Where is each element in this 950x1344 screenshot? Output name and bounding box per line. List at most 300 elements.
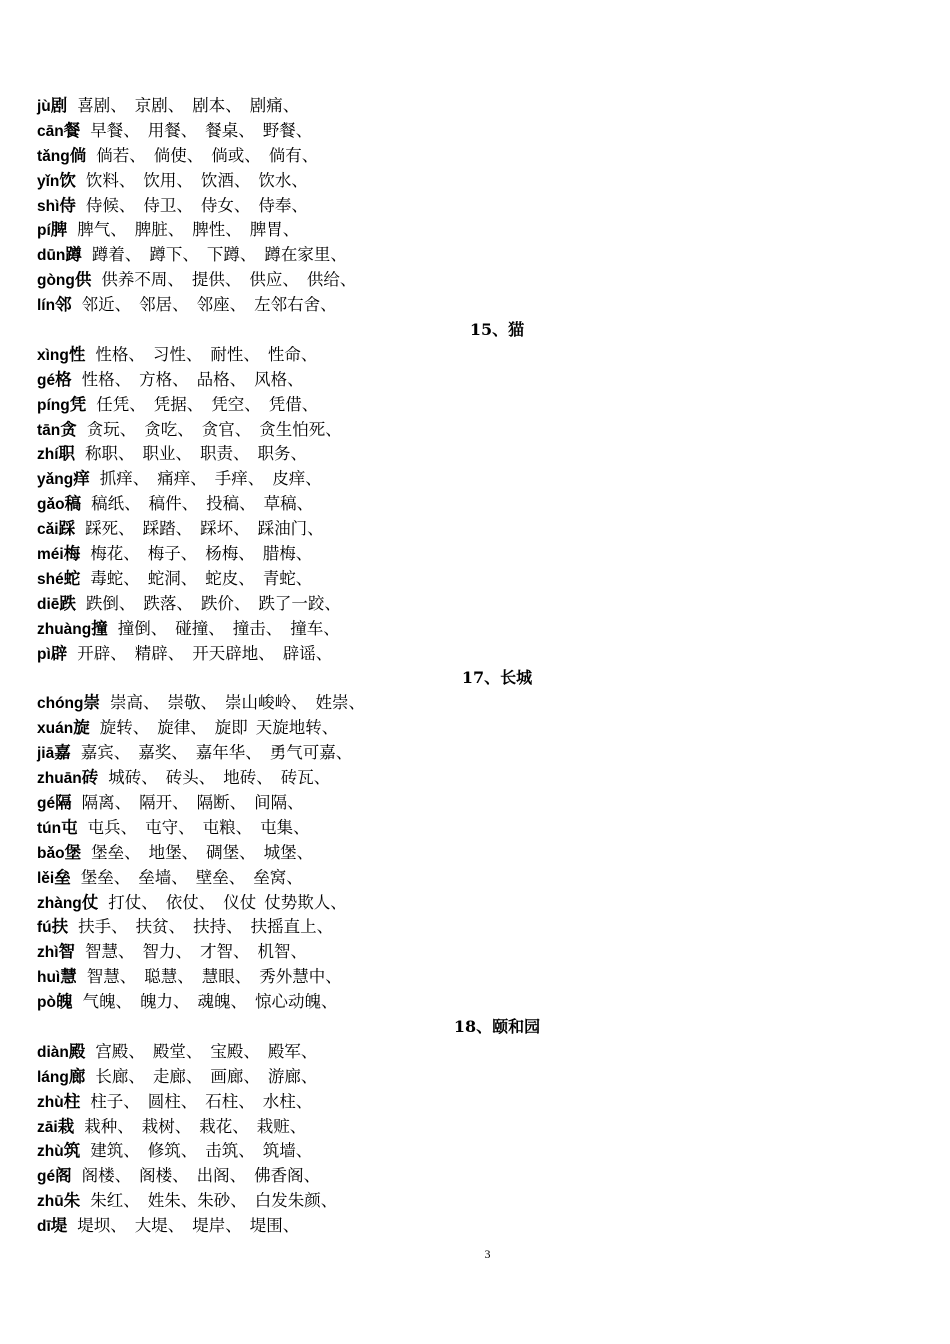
example-word: 梅花、 — [90, 544, 140, 564]
example-word: 崇敬、 — [167, 693, 217, 713]
example-word: 水柱、 — [262, 1091, 313, 1111]
character: 殿 — [68, 1041, 86, 1061]
example-word: 筑墙、 — [262, 1141, 313, 1161]
pinyin: méi — [37, 546, 64, 564]
pinyin: shì — [37, 197, 60, 215]
vocab-entry — [37, 915, 917, 940]
vocab-entry — [37, 716, 917, 741]
pinyin: bǎo — [37, 844, 65, 862]
example-word: 脾胃、 — [249, 220, 300, 240]
example-word: 崇山峻岭、 — [225, 693, 308, 713]
example-word: 间隔、 — [254, 792, 304, 812]
example-word: 栽赃、 — [256, 1116, 307, 1136]
example-word: 提供、 — [191, 270, 242, 290]
example-word: 倘或、 — [211, 145, 261, 165]
example-word: 天旋地转、 — [255, 718, 339, 738]
character: 栽 — [57, 1116, 75, 1136]
pinyin: gòng — [37, 272, 75, 290]
example-word: 屯集、 — [260, 817, 310, 837]
pinyin: cǎi — [37, 521, 59, 539]
example-word: 宝殿、 — [210, 1041, 260, 1061]
character: 辟 — [50, 643, 68, 663]
vocab-entry — [37, 1164, 917, 1189]
example-word: 饮用、 — [143, 170, 193, 190]
example-word: 撞车、 — [290, 618, 340, 638]
example-word: 撞倒、 — [117, 618, 168, 638]
vocab-entry — [37, 1214, 917, 1239]
example-word: 打仗、 — [108, 892, 158, 912]
example-word: 崇高、 — [110, 693, 160, 713]
character: 垒 — [54, 867, 71, 887]
example-word: 侍候、 — [85, 195, 136, 215]
character: 性 — [68, 344, 86, 364]
lesson-heading: 15、猫 — [469, 320, 525, 340]
example-word: 白发朱颜、 — [254, 1191, 338, 1211]
example-word: 邻居、 — [139, 295, 189, 315]
character: 格 — [55, 369, 72, 389]
example-word: 倘使、 — [153, 145, 204, 165]
example-word: 嘉奖、 — [138, 743, 188, 763]
pinyin: tǎng — [37, 147, 70, 165]
example-word: 隔断、 — [196, 792, 247, 812]
example-word: 殿军、 — [267, 1041, 318, 1061]
pinyin: diē — [37, 595, 60, 613]
example-word: 走廊、 — [152, 1066, 203, 1086]
example-word: 砖头、 — [165, 768, 216, 788]
vocab-entry — [37, 293, 917, 318]
vocab-entry — [37, 965, 917, 990]
example-word: 阁楼、 — [139, 1166, 189, 1186]
pinyin: xuán — [37, 720, 74, 738]
pinyin: zhù — [37, 1143, 64, 1161]
vocab-entry — [37, 94, 917, 119]
example-word: 侍卫、 — [143, 195, 193, 215]
vocab-entry — [37, 741, 917, 766]
example-word: 用餐、 — [147, 120, 198, 140]
example-word: 职务、 — [257, 444, 308, 464]
vocab-entry — [37, 617, 917, 642]
pinyin: zhí — [37, 446, 59, 464]
pinyin: lěi — [37, 869, 55, 887]
example-word: 蹲在家里、 — [264, 245, 347, 265]
vocab-entry — [37, 691, 917, 716]
character: 堡 — [64, 842, 82, 862]
vocab-entry — [37, 243, 917, 268]
example-word: 餐桌、 — [205, 120, 255, 140]
example-word: 智力、 — [142, 942, 193, 962]
example-word: 供给、 — [306, 270, 357, 290]
vocab-entry — [37, 343, 917, 368]
pinyin: fú — [37, 919, 52, 937]
example-word: 早餐、 — [90, 120, 140, 140]
pinyin: láng — [37, 1068, 69, 1086]
example-word: 侍奉、 — [258, 195, 308, 215]
example-word: 贪玩、 — [86, 419, 137, 439]
character: 嘉 — [54, 743, 71, 763]
example-word: 嘉宾、 — [80, 743, 131, 763]
vocab-entry — [37, 144, 917, 169]
example-word: 饮酒、 — [200, 170, 251, 190]
character: 贪 — [60, 419, 77, 439]
example-word: 京剧、 — [134, 96, 185, 115]
vocab-entry — [37, 418, 917, 443]
example-word: 秀外慧中、 — [259, 967, 342, 987]
example-word: 稿纸、 — [91, 494, 141, 514]
character: 剧 — [50, 96, 68, 115]
example-word: 草稿、 — [263, 494, 314, 514]
pinyin: xìng — [37, 346, 69, 364]
example-word: 佛香阁、 — [254, 1166, 321, 1186]
vocab-entry — [37, 393, 917, 418]
example-word: 踩油门、 — [257, 519, 324, 539]
example-word: 毒蛇、 — [90, 568, 140, 588]
example-word: 智慧、 — [85, 942, 135, 962]
vocab-entry — [37, 1115, 917, 1140]
character: 旋 — [73, 718, 90, 738]
pinyin: tún — [37, 819, 62, 837]
example-word: 碉堡、 — [206, 842, 256, 862]
example-word: 辟谣、 — [282, 643, 333, 663]
example-word: 凭空、 — [211, 394, 261, 414]
character: 踩 — [58, 519, 76, 539]
pinyin: zāi — [37, 1118, 58, 1136]
pinyin: yǐn — [37, 172, 60, 190]
example-word: 蛇皮、 — [205, 568, 255, 588]
example-word: 魂魄、 — [197, 992, 247, 1012]
example-word: 脾性、 — [192, 220, 242, 240]
vocab-entry — [37, 517, 917, 542]
example-word: 勇气可嘉、 — [269, 743, 353, 763]
example-word: 依仗、 — [165, 892, 216, 912]
example-word: 扶摇直上、 — [250, 917, 334, 937]
example-word: 姓崇、 — [315, 693, 365, 713]
example-word: 魄力、 — [139, 992, 190, 1012]
example-word: 柱子、 — [90, 1091, 140, 1111]
pinyin: shé — [37, 570, 64, 588]
vocab-entry — [37, 866, 917, 891]
character: 倘 — [69, 145, 87, 165]
example-word: 投稿、 — [206, 494, 256, 514]
example-word: 习性、 — [152, 344, 203, 364]
character: 稿 — [64, 494, 82, 514]
example-word: 邻座、 — [196, 295, 247, 315]
example-word: 痛痒、 — [157, 469, 207, 489]
example-word: 才智、 — [200, 942, 250, 962]
pinyin: pí — [37, 222, 51, 240]
example-word: 隔离、 — [81, 792, 132, 812]
example-word: 左邻右舍、 — [254, 295, 337, 315]
vocab-entry — [37, 268, 917, 293]
example-word: 惊心动魄、 — [254, 992, 338, 1012]
vocab-entry — [37, 642, 917, 667]
character: 脾 — [50, 220, 68, 240]
character: 隔 — [55, 792, 72, 812]
example-word: 脾脏、 — [134, 220, 185, 240]
example-word: 跌价、 — [200, 593, 251, 613]
example-word: 地堡、 — [148, 842, 199, 862]
example-word: 性格、 — [81, 369, 132, 389]
pinyin: jù — [37, 98, 51, 115]
character: 堤 — [50, 1216, 68, 1236]
example-word: 旋即 — [214, 718, 248, 738]
character: 供 — [74, 270, 92, 290]
example-word: 慧眼、 — [201, 967, 252, 987]
example-word: 供应、 — [249, 270, 299, 290]
vocab-entry — [37, 467, 917, 492]
example-word: 出阁、 — [196, 1166, 247, 1186]
example-word: 堤围、 — [249, 1216, 300, 1236]
example-word: 邻近、 — [81, 295, 132, 315]
vocab-entry — [37, 169, 917, 194]
pinyin: yǎng — [37, 471, 74, 489]
example-word: 朱红、 — [90, 1191, 140, 1211]
pinyin: zhù — [37, 1093, 64, 1111]
character: 职 — [58, 444, 76, 464]
example-word: 跌落、 — [143, 593, 193, 613]
pinyin: tān — [37, 421, 61, 439]
example-word: 腊梅、 — [262, 544, 313, 564]
character: 饮 — [59, 170, 76, 190]
example-word: 杨梅、 — [205, 544, 255, 564]
example-word: 修筑、 — [147, 1141, 198, 1161]
example-word: 供养不周、 — [101, 270, 184, 290]
example-word: 称职、 — [85, 444, 135, 464]
example-word: 凭借、 — [268, 394, 319, 414]
example-word: 隔开、 — [139, 792, 189, 812]
example-word: 城砖、 — [108, 768, 158, 788]
pinyin: zhàng — [37, 894, 82, 912]
vocab-entry — [37, 194, 917, 219]
pinyin: huì — [37, 969, 61, 987]
vocab-entry — [37, 940, 917, 965]
character: 扶 — [51, 917, 69, 937]
example-word: 饮水、 — [258, 170, 308, 190]
example-word: 方格、 — [139, 369, 189, 389]
example-word: 开辟、 — [77, 643, 127, 663]
character: 慧 — [60, 967, 77, 987]
page-number: 3 — [484, 1247, 491, 1261]
example-word: 撞击、 — [232, 618, 283, 638]
character: 仗 — [81, 892, 99, 912]
vocab-entry — [37, 841, 917, 866]
example-word: 贪生怕死、 — [259, 419, 342, 439]
example-word: 机智、 — [257, 942, 308, 962]
example-word: 智慧、 — [86, 967, 137, 987]
example-word: 堡垒、 — [91, 842, 141, 862]
example-word: 蹲下、 — [149, 245, 199, 265]
example-word: 凭据、 — [153, 394, 204, 414]
pinyin: zhuàng — [37, 620, 92, 638]
lesson-heading: 17、长城 — [461, 668, 533, 688]
character: 凭 — [69, 394, 87, 414]
character: 崇 — [83, 693, 100, 713]
character: 蛇 — [63, 568, 81, 588]
example-word: 梅子、 — [147, 544, 198, 564]
example-word: 性命、 — [267, 344, 318, 364]
vocabulary-document — [37, 94, 917, 1239]
character: 邻 — [55, 295, 72, 315]
character: 梅 — [63, 544, 81, 564]
pinyin: zhì — [37, 944, 59, 962]
character: 跌 — [59, 593, 76, 613]
example-word: 踩坏、 — [200, 519, 250, 539]
example-word: 风格、 — [254, 369, 304, 389]
character: 撞 — [91, 618, 108, 638]
example-word: 剧本、 — [192, 96, 242, 115]
vocab-entry — [37, 766, 917, 791]
example-word: 阁楼、 — [81, 1166, 132, 1186]
vocab-entry — [37, 368, 917, 393]
example-word: 贪吃、 — [144, 419, 194, 439]
example-word: 垒墙、 — [138, 867, 188, 887]
pinyin: chóng — [37, 695, 84, 713]
vocab-entry — [37, 891, 917, 916]
character: 餐 — [63, 120, 81, 140]
example-word: 稿件、 — [148, 494, 199, 514]
character: 魄 — [55, 992, 73, 1012]
example-word: 栽种、 — [84, 1116, 134, 1136]
example-word: 画廊、 — [210, 1066, 260, 1086]
example-word: 城堡、 — [263, 842, 314, 862]
example-word: 职责、 — [200, 444, 250, 464]
example-word: 聪慧、 — [144, 967, 194, 987]
example-word: 扶贫、 — [135, 917, 186, 937]
character: 智 — [58, 942, 76, 962]
example-word: 堡垒、 — [80, 867, 131, 887]
example-word: 倘若、 — [96, 145, 146, 165]
character: 痒 — [73, 469, 90, 489]
example-word: 蛇洞、 — [147, 568, 198, 588]
example-word: 圆柱、 — [147, 1091, 198, 1111]
character: 屯 — [61, 817, 78, 837]
example-word: 屯粮、 — [202, 817, 253, 837]
character: 柱 — [63, 1091, 81, 1111]
example-word: 贪官、 — [201, 419, 252, 439]
pinyin: gé — [37, 794, 56, 812]
example-word: 宫殿、 — [95, 1041, 145, 1061]
example-word: 侍女、 — [200, 195, 251, 215]
example-word: 脾气、 — [77, 220, 127, 240]
vocab-entry — [37, 1189, 917, 1214]
pinyin: pì — [37, 645, 51, 663]
example-word: 地砖、 — [223, 768, 273, 788]
example-word: 手痒、 — [214, 469, 265, 489]
vocab-entry — [37, 442, 917, 467]
character: 蹲 — [65, 245, 82, 265]
example-word: 跌倒、 — [85, 593, 136, 613]
example-word: 倘有、 — [268, 145, 319, 165]
character: 阁 — [55, 1166, 72, 1186]
example-word: 品格、 — [196, 369, 247, 389]
character: 砖 — [81, 768, 99, 788]
vocab-entry — [37, 492, 917, 517]
example-word: 游廊、 — [267, 1066, 318, 1086]
character: 朱 — [63, 1191, 81, 1211]
example-word: 耐性、 — [210, 344, 260, 364]
example-word: 皮痒、 — [272, 469, 322, 489]
example-word: 垒窝、 — [253, 867, 303, 887]
example-word: 仗势欺人、 — [264, 892, 347, 912]
character: 廊 — [68, 1066, 86, 1086]
vocab-entry — [37, 816, 917, 841]
vocab-entry — [37, 542, 917, 567]
example-word: 姓朱、朱砂、 — [147, 1191, 247, 1211]
example-word: 气魄、 — [82, 992, 132, 1012]
example-word: 蹲着、 — [91, 245, 142, 265]
example-word: 野餐、 — [262, 120, 313, 140]
example-word: 剧痛、 — [249, 96, 300, 115]
pinyin: gé — [37, 371, 56, 389]
pinyin: pò — [37, 994, 56, 1012]
example-word: 建筑、 — [90, 1141, 140, 1161]
example-word: 饮料、 — [85, 170, 136, 190]
example-word: 堤坝、 — [77, 1216, 127, 1236]
pinyin: lín — [37, 297, 56, 315]
pinyin: jiā — [37, 745, 55, 763]
example-word: 旋律、 — [157, 718, 207, 738]
example-word: 栽花、 — [199, 1116, 249, 1136]
character: 筑 — [63, 1141, 81, 1161]
vocab-entry — [37, 1139, 917, 1164]
vocab-entry — [37, 791, 917, 816]
example-word: 壁垒、 — [195, 867, 246, 887]
example-word: 长廊、 — [95, 1066, 145, 1086]
pinyin: gé — [37, 1168, 56, 1186]
example-word: 击筑、 — [205, 1141, 255, 1161]
example-word: 下蹲、 — [206, 245, 257, 265]
lesson-heading: 18、颐和园 — [453, 1016, 541, 1036]
pinyin: gǎo — [37, 496, 65, 514]
vocab-entry — [37, 1040, 917, 1065]
example-word: 大堤、 — [134, 1216, 185, 1236]
example-word: 跌了一跤、 — [258, 593, 341, 613]
example-word: 性格、 — [95, 344, 145, 364]
vocab-entry — [37, 1065, 917, 1090]
pinyin: cān — [37, 122, 64, 140]
example-word: 青蛇、 — [262, 568, 313, 588]
example-word: 抓痒、 — [99, 469, 150, 489]
vocab-entry — [37, 119, 917, 144]
vocab-entry — [37, 567, 917, 592]
example-word: 石柱、 — [205, 1091, 255, 1111]
example-word: 踩踏、 — [142, 519, 193, 539]
example-word: 屯守、 — [145, 817, 195, 837]
example-word: 碰撞、 — [175, 618, 225, 638]
pinyin: dī — [37, 1218, 51, 1236]
example-word: 职业、 — [142, 444, 193, 464]
pinyin: zhuān — [37, 770, 82, 788]
example-word: 殿堂、 — [152, 1041, 203, 1061]
example-word: 屯兵、 — [87, 817, 138, 837]
pinyin: diàn — [37, 1043, 69, 1061]
example-word: 仪仗 — [223, 892, 257, 912]
pinyin: píng — [37, 396, 70, 414]
vocab-entry — [37, 1090, 917, 1115]
example-word: 砖瓦、 — [280, 768, 331, 788]
example-word: 开天辟地、 — [192, 643, 275, 663]
vocab-entry — [37, 218, 917, 243]
example-word: 喜剧、 — [77, 96, 127, 115]
vocab-entry — [37, 592, 917, 617]
pinyin: dūn — [37, 247, 66, 265]
example-word: 堤岸、 — [192, 1216, 242, 1236]
example-word: 扶手、 — [78, 917, 128, 937]
example-word: 任凭、 — [96, 394, 146, 414]
example-word: 嘉年华、 — [195, 743, 262, 763]
example-word: 旋转、 — [99, 718, 150, 738]
example-word: 扶持、 — [193, 917, 243, 937]
example-word: 栽树、 — [141, 1116, 192, 1136]
